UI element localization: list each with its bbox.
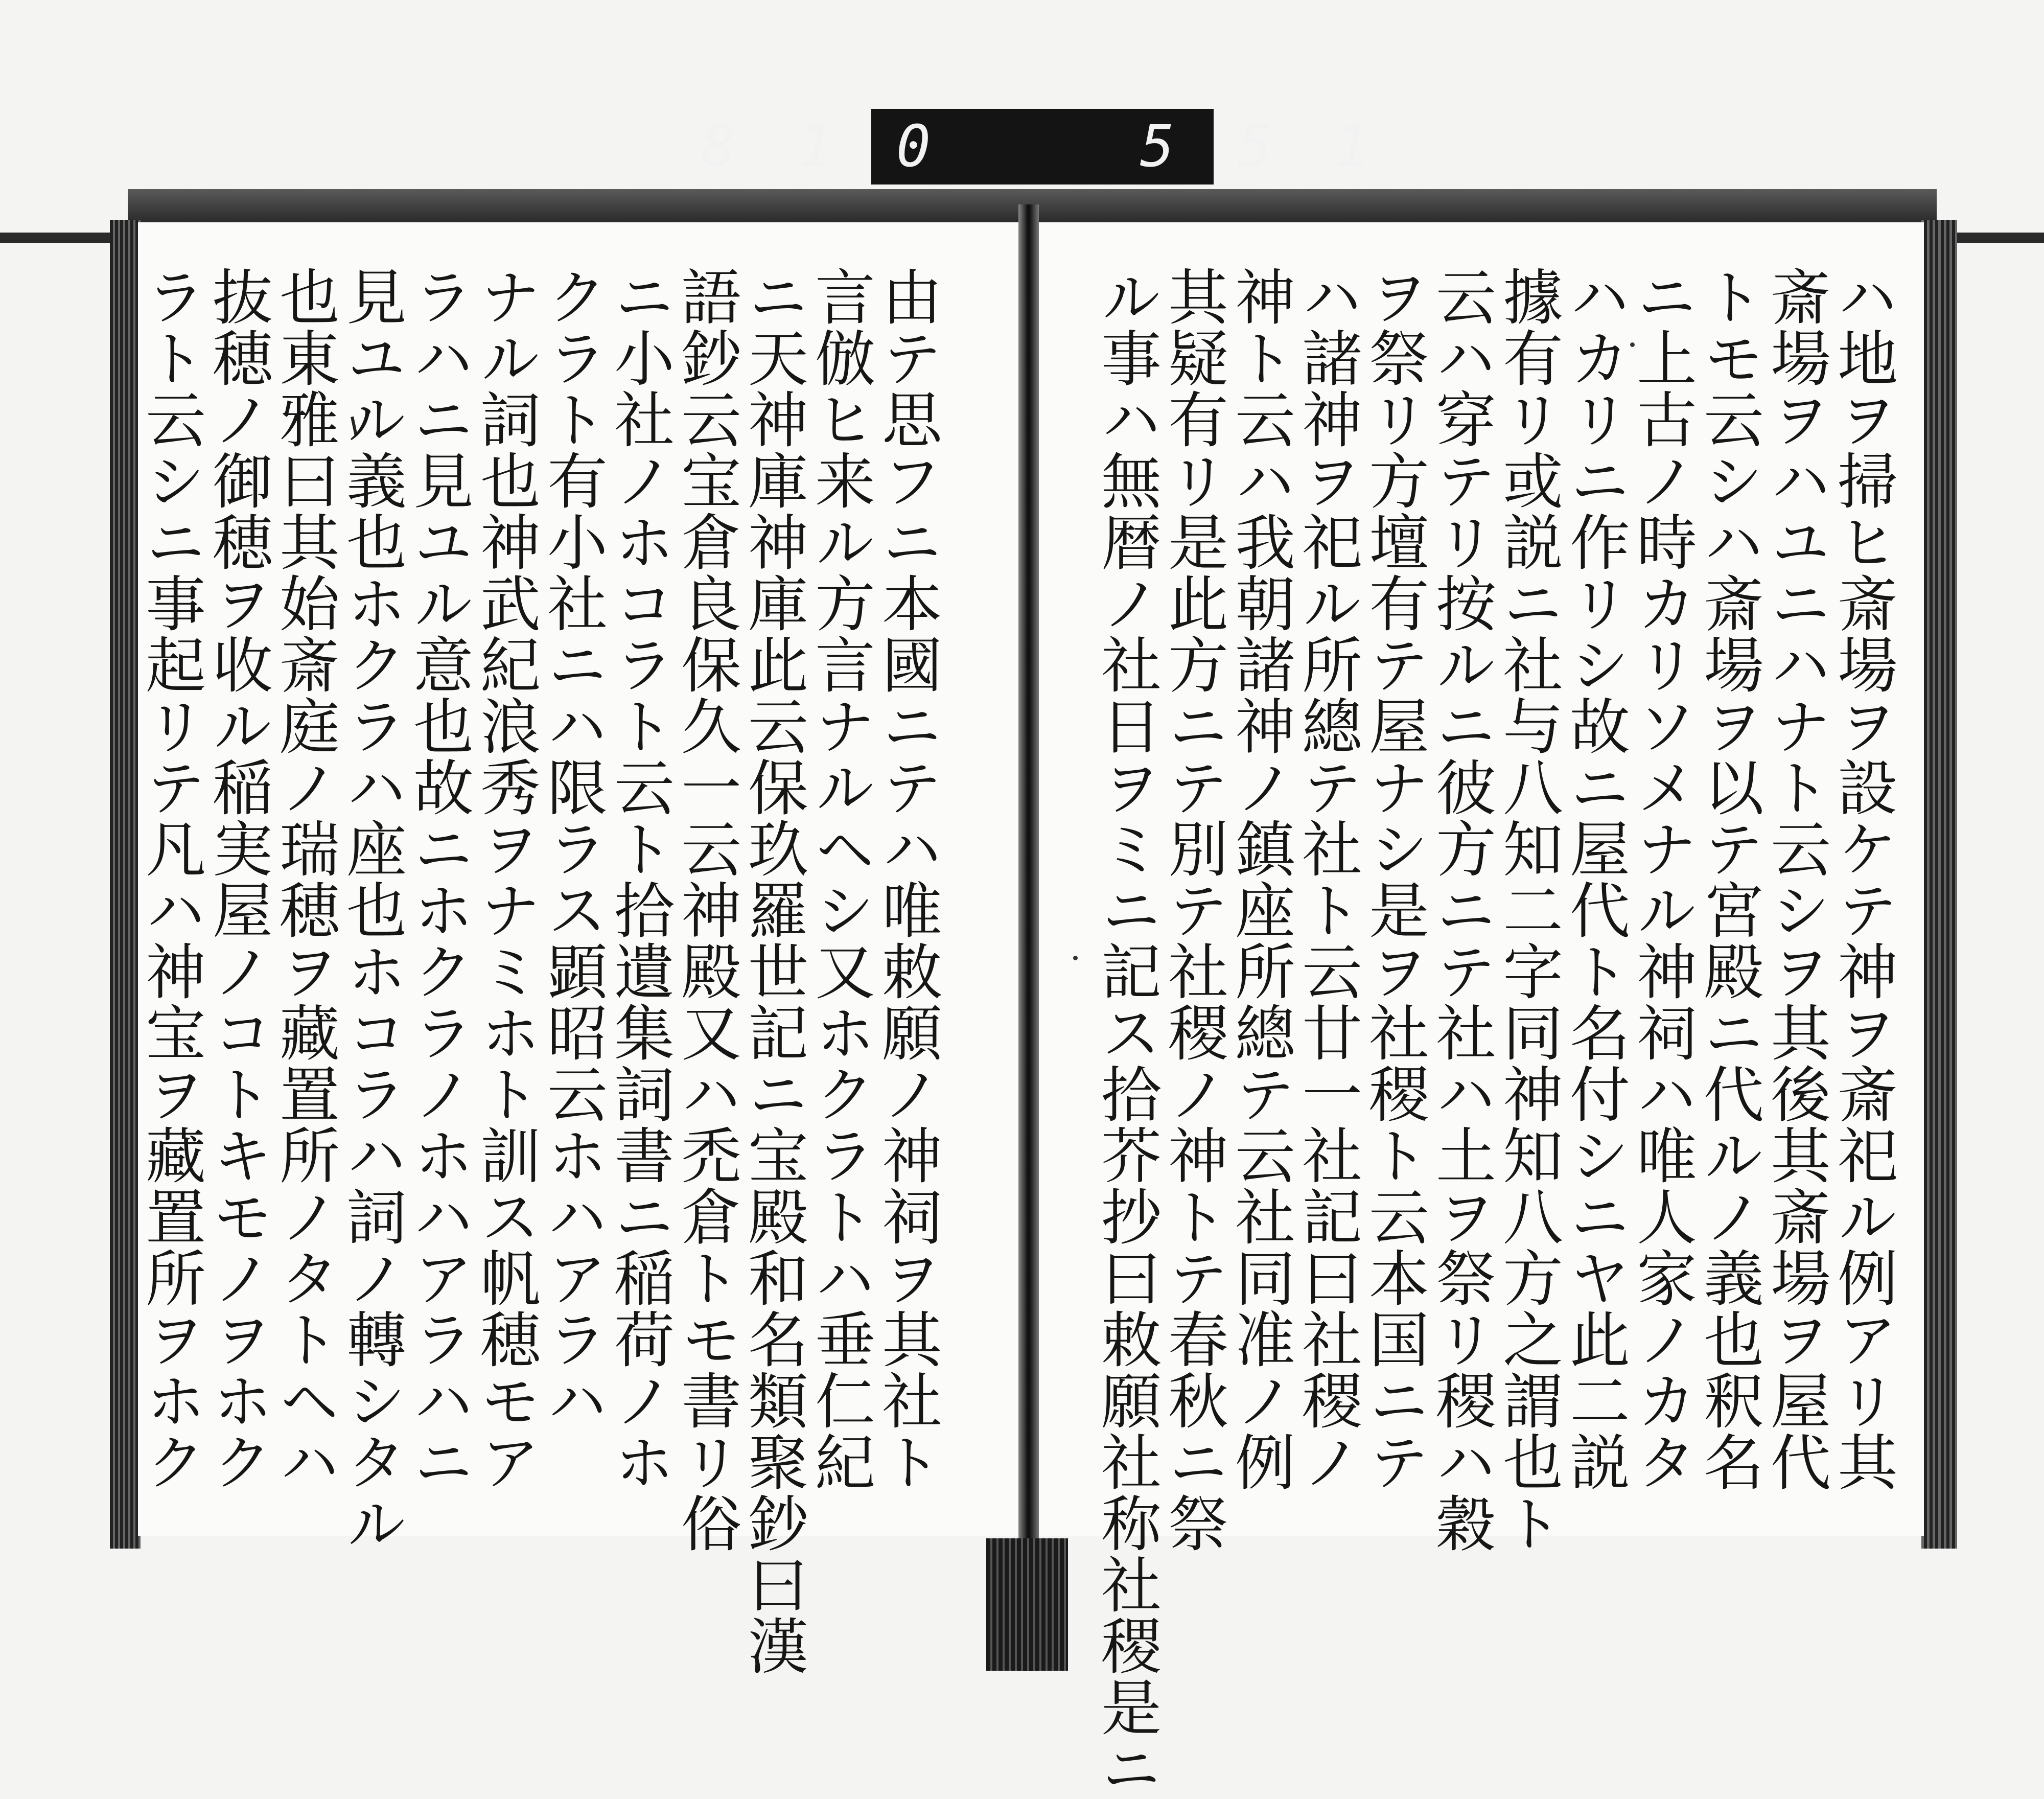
text-column: ヲ祭リ方壇有テ屋ナシ是ヲ社稷ト云本国ニテ — [1359, 266, 1429, 1492]
text-column: ナル詞也神武紀浪秀ヲナミホト訓ス帆穂モア — [470, 266, 541, 1492]
text-column: ハ地ヲ掃ヒ斎場ヲ設ケテ神ヲ斎祀ル例アリ其 — [1827, 266, 1898, 1492]
text-column: 見ユル義也ホクラハ座也ホコラハ詞ノ轉シタル — [336, 266, 407, 1554]
text-column: ル事ハ無暦ノ社日ヲミニ記ス拾芥抄曰敕願社称社稷是ニ — [1091, 266, 1162, 1799]
text-column: 也東雅曰其始斎庭ノ瑞穂ヲ藏置所ノタトヘハ — [269, 266, 340, 1492]
text-column: 語鈔云宝倉良保久一云神殿又ハ禿倉トモ書リ俗 — [671, 266, 741, 1554]
left-page-text — [135, 266, 942, 1676]
text-column: 斎場ヲハユニハナト云シヲ其後其斎場ヲ屋代 — [1760, 266, 1831, 1492]
speck — [1073, 956, 1078, 960]
text-column: 言倣ヒ来ル方言ナルヘシ又ホクラトハ垂仁紀 — [805, 266, 875, 1492]
text-column: ラト云シニ事起リテ凡ハ神宝ヲ藏置所ヲホク — [135, 266, 206, 1492]
page-edges-right — [1921, 220, 1957, 1549]
text-column: ハ諸神ヲ祀ル所總テ社ト云廿一社記曰社稷ノ — [1292, 266, 1362, 1492]
frame-number-label: 8 1 0 5 5 1 — [871, 109, 1214, 184]
text-column: トモ云シハ斎場ヲ以テ宮殿ニ代ルノ義也釈名 — [1693, 266, 1764, 1492]
text-column: ニ上古ノ時カリソメナル神祠ハ唯人家ノカタ — [1627, 266, 1697, 1492]
text-column: 神ト云ハ我朝諸神ノ鎮座所總テ云社同准ノ例 — [1225, 266, 1295, 1492]
text-column: ハカリニ作リシ故ニ屋代ト名付シニヤ此二説 — [1560, 266, 1630, 1492]
right-page-text — [1091, 266, 1898, 1799]
book-gutter — [1018, 204, 1039, 1671]
text-column: 由テ思フニ本國ニテハ唯敕願ノ神祠ヲ其社ト — [872, 266, 942, 1492]
text-column: クラト有小社ニハ限ラス顕昭云ホハアラハ — [537, 266, 608, 1431]
text-column: 據有リ或説ニ社与八知二字同神知八方之謂也ト — [1493, 266, 1563, 1554]
text-column: ニ小社ノホコラト云ト拾遺集詞書ニ稲荷ノホ — [604, 266, 675, 1492]
text-column: 抜穂ノ御穂ヲ收ル稲実屋ノコトキモノヲホク — [202, 266, 273, 1492]
text-column: ラハニ見ユル意也故ニホクラノホハアラハニ — [403, 266, 474, 1492]
text-column: 其疑有リ是此方ニテ別テ社稷ノ神トテ春秋ニ祭 — [1158, 266, 1228, 1554]
gutter-foot — [986, 1538, 1068, 1671]
text-column: ニ天神庫神庫此云保玖羅世記ニ宝殿和名類聚鈔曰漢 — [738, 266, 808, 1676]
text-column: 云ハ穿テリ按ルニ彼方ニテ社ハ土ヲ祭リ稷ハ穀 — [1426, 266, 1496, 1554]
